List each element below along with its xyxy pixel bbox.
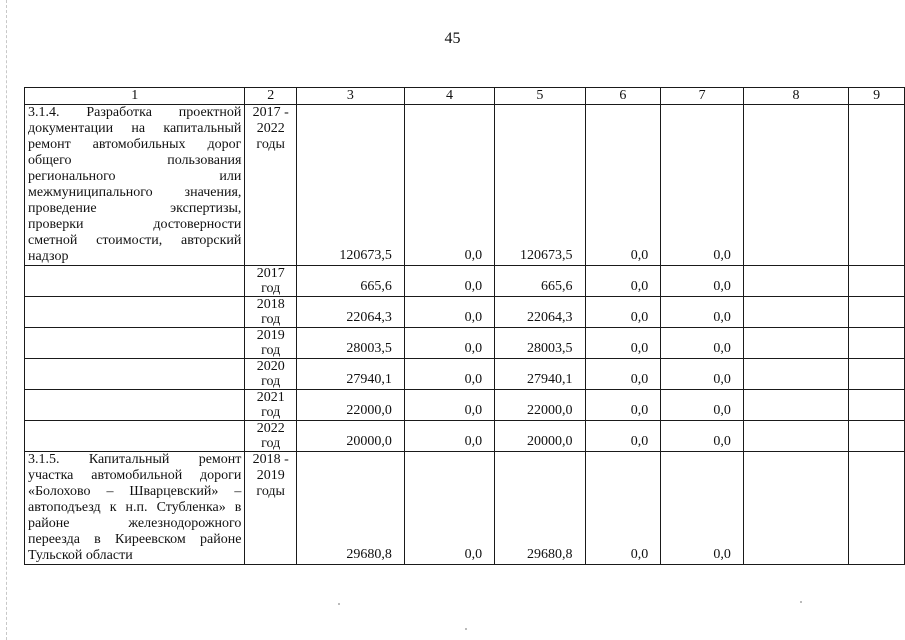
year-value: 2019 (256, 328, 285, 343)
amount-cell: 0,0 (661, 359, 744, 390)
amount-cell: 27940,1 (296, 359, 404, 390)
year-row (25, 266, 905, 297)
description-line: 3.1.5. Капитальный ремонт (28, 452, 242, 467)
empty-cell (849, 452, 905, 565)
description-line: районе железнодорожного (28, 516, 242, 531)
amount-cell: 0,0 (661, 105, 744, 266)
description-line: автоподъезд к н.п. Стубленка» в (28, 500, 242, 515)
year-row (25, 297, 905, 328)
amount-cell: 0,0 (585, 328, 661, 359)
empty-cell (849, 266, 905, 297)
empty-cell (25, 328, 245, 359)
year-unit: год (261, 436, 281, 451)
empty-cell (743, 297, 848, 328)
scan-speck (800, 601, 802, 603)
program-item-row (25, 105, 905, 266)
amount-cell: 0,0 (404, 452, 494, 565)
empty-cell (25, 297, 245, 328)
empty-cell (849, 105, 905, 266)
description-line: Тульской области (28, 548, 133, 563)
amount-cell: 0,0 (661, 328, 744, 359)
amount-cell: 0,0 (661, 266, 744, 297)
empty-cell (849, 359, 905, 390)
year-cell (245, 297, 297, 328)
year-cell (245, 421, 297, 452)
amount-cell: 0,0 (585, 390, 661, 421)
page-number: 45 (444, 30, 461, 47)
period-cell (245, 105, 297, 266)
amount-cell: 0,0 (404, 421, 494, 452)
empty-cell (743, 421, 848, 452)
amount-cell: 22064,3 (296, 297, 404, 328)
description-line: регионального или (28, 169, 242, 184)
period-line: 2018 - (252, 452, 289, 467)
period-line: 2022 (256, 121, 285, 136)
amount-cell: 0,0 (661, 297, 744, 328)
year-value: 2021 (256, 390, 285, 405)
column-header: 4 (404, 88, 494, 105)
page-edge-rule (6, 0, 7, 640)
empty-cell (743, 359, 848, 390)
column-header: 5 (495, 88, 585, 105)
amount-cell: 0,0 (404, 390, 494, 421)
empty-cell (743, 452, 848, 565)
amount-cell: 22000,0 (495, 390, 585, 421)
period-line: 2019 (256, 468, 285, 483)
empty-cell (25, 390, 245, 421)
year-value: 2022 (256, 421, 285, 436)
description-line: документации на капитальный (28, 121, 242, 136)
year-row (25, 328, 905, 359)
year-cell (245, 266, 297, 297)
empty-cell (25, 421, 245, 452)
empty-cell (849, 328, 905, 359)
column-header-row (25, 88, 905, 105)
year-cell (245, 359, 297, 390)
amount-cell: 20000,0 (495, 421, 585, 452)
description-line: проверки достоверности (28, 217, 242, 232)
description-line: «Болохово – Шварцевский» – (28, 484, 242, 499)
amount-cell: 0,0 (404, 266, 494, 297)
amount-cell: 22000,0 (296, 390, 404, 421)
period-cell (245, 452, 297, 565)
description-line: проведение экспертизы, (28, 201, 242, 216)
year-value: 2017 (256, 266, 285, 281)
year-row (25, 421, 905, 452)
amount-cell: 0,0 (585, 421, 661, 452)
year-row (25, 359, 905, 390)
year-row (25, 390, 905, 421)
column-header: 2 (245, 88, 297, 105)
description-line: 3.1.4. Разработка проектной (28, 105, 242, 120)
amount-cell: 120673,5 (495, 105, 585, 266)
description-line: общего пользования (28, 153, 242, 168)
period-line: 2017 - (252, 105, 289, 120)
amount-cell: 0,0 (585, 297, 661, 328)
amount-cell: 665,6 (296, 266, 404, 297)
period-line: годы (256, 137, 285, 152)
amount-cell: 665,6 (495, 266, 585, 297)
amount-cell: 0,0 (585, 452, 661, 565)
scan-speck (338, 603, 340, 605)
amount-cell: 28003,5 (296, 328, 404, 359)
description-line: участка автомобильной дороги (28, 468, 242, 483)
amount-cell: 22064,3 (495, 297, 585, 328)
column-header: 9 (849, 88, 905, 105)
amount-cell: 0,0 (404, 328, 494, 359)
program-item-row (25, 452, 905, 565)
year-value: 2018 (256, 297, 285, 312)
column-header: 8 (743, 88, 848, 105)
amount-cell: 27940,1 (495, 359, 585, 390)
amount-cell: 0,0 (585, 105, 661, 266)
empty-cell (25, 359, 245, 390)
empty-cell (849, 297, 905, 328)
empty-cell (743, 390, 848, 421)
amount-cell: 0,0 (661, 452, 744, 565)
period-line: годы (256, 484, 285, 499)
amount-cell: 20000,0 (296, 421, 404, 452)
amount-cell: 29680,8 (495, 452, 585, 565)
description-line: межмуниципального значения, (28, 185, 242, 200)
budget-table (24, 87, 905, 565)
year-unit: год (261, 343, 281, 358)
description-line: надзор (28, 249, 69, 264)
column-header: 6 (585, 88, 661, 105)
amount-cell: 0,0 (661, 421, 744, 452)
year-unit: год (261, 281, 281, 296)
column-header: 3 (296, 88, 404, 105)
item-description-cell (25, 452, 245, 565)
empty-cell (25, 266, 245, 297)
year-unit: год (261, 405, 281, 420)
amount-cell: 29680,8 (296, 452, 404, 565)
year-unit: год (261, 312, 281, 327)
amount-cell: 0,0 (661, 390, 744, 421)
empty-cell (849, 390, 905, 421)
item-description-cell (25, 105, 245, 266)
column-header: 1 (25, 88, 245, 105)
amount-cell: 0,0 (585, 359, 661, 390)
description-line: переезда в Киреевском районе (28, 532, 242, 547)
empty-cell (743, 266, 848, 297)
year-unit: год (261, 374, 281, 389)
amount-cell: 120673,5 (296, 105, 404, 266)
empty-cell (743, 328, 848, 359)
empty-cell (743, 105, 848, 266)
year-value: 2020 (256, 359, 285, 374)
description-line: сметной стоимости, авторский (28, 233, 242, 248)
column-header: 7 (661, 88, 744, 105)
scan-speck (465, 628, 467, 630)
year-cell (245, 328, 297, 359)
description-line: ремонт автомобильных дорог (28, 137, 242, 152)
year-cell (245, 390, 297, 421)
empty-cell (849, 421, 905, 452)
amount-cell: 0,0 (404, 359, 494, 390)
amount-cell: 0,0 (585, 266, 661, 297)
amount-cell: 0,0 (404, 297, 494, 328)
amount-cell: 0,0 (404, 105, 494, 266)
amount-cell: 28003,5 (495, 328, 585, 359)
